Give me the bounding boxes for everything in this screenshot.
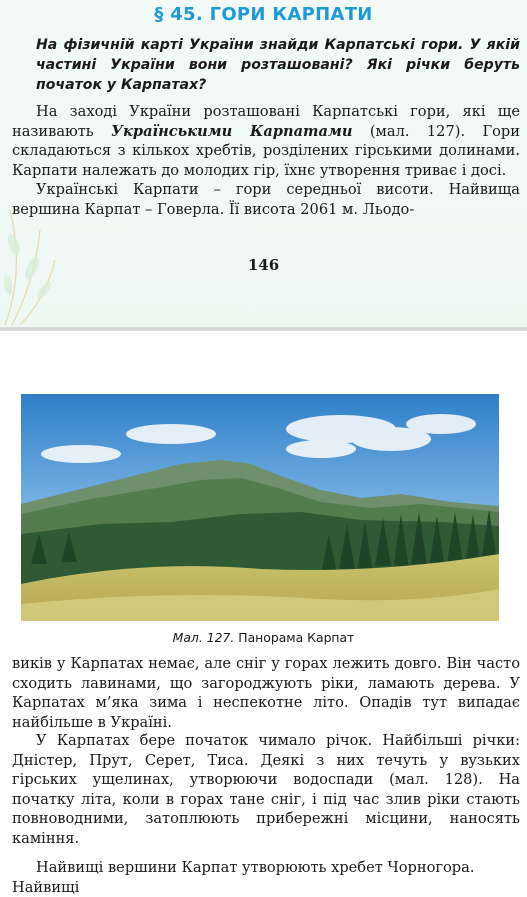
paragraph-snow bbox=[12, 654, 520, 732]
lesson-question: На фізичній карті України знайди Карпатські гори. У якій частині України вони розташовані? Які річки беруть початок у Карпатах? bbox=[36, 37, 520, 93]
paragraph-cut-off bbox=[12, 859, 520, 896]
paragraph-intro-text-a: На заході України розташовані Карпатські гори, які ще називають bbox=[12, 103, 520, 140]
carpathians-panorama-photo bbox=[21, 394, 499, 621]
paragraph-snow-text: виків у Карпатах немає, але сніг у горах лежить довго. Він часто сходить лавинами, що загороджують ріки, ламають дерева. У Карпатах м’яка зима і неспекотне літо. Опадів тут випадає найбільше в Україні. bbox=[12, 655, 520, 731]
figure-caption bbox=[0, 630, 527, 645]
paragraph-rivers-text: У Карпатах бере початок чимало річок. Найбільші річки: Дністер, Прут, Серет, Тиса. Деякі з них течуть у вузьких гірських ущелинах, утворюючи водоспади (мал. 128). На початку літа, коли в горах тане сніг, і під час злив ріки стають повноводними, затоплюють прибережні місцини, наносять каміння. bbox=[12, 732, 520, 847]
paragraph-height bbox=[12, 180, 520, 219]
paragraph-intro bbox=[12, 102, 520, 180]
paragraph-cut-off-text: Найвищі вершини Карпат утворюють хребет Чорногора. Найвищі bbox=[12, 859, 475, 896]
section-heading: § 45. ГОРИ КАРПАТИ bbox=[154, 4, 373, 25]
emphasis-term: Українськими Карпатами bbox=[111, 122, 353, 140]
figure-label: Мал. 127. bbox=[172, 630, 235, 645]
page-number: 146 bbox=[247, 256, 280, 274]
textbook-page-top bbox=[0, 0, 527, 327]
figure-caption-text: Панорама Карпат bbox=[234, 630, 355, 645]
paragraph-intro-text-b: (мал. 127). Гори складаються з кількох хребтів, розділених гірськими долинами. Карпати належать до молодих гір, їхнє утворення триває і досі. bbox=[12, 122, 520, 179]
paragraph-height-text: Українські Карпати – гори середньої висоти. Найвища вершина Карпат – Говерла. Її висота 2061 м. Льодо- bbox=[12, 181, 520, 218]
page-divider bbox=[0, 327, 527, 394]
paragraph-rivers bbox=[12, 731, 520, 849]
